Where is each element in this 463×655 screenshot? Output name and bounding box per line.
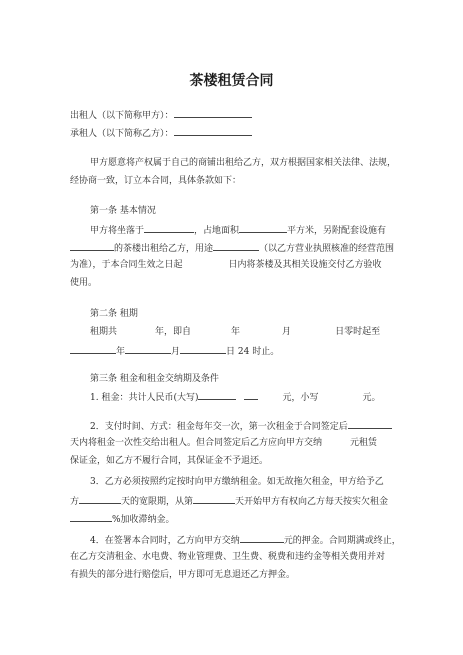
- article-3-heading: 第三条 租金和租金交纳期及条件: [90, 374, 219, 384]
- text: 1. 租金：共计人民币(大写): [90, 393, 199, 403]
- article-3-line: [70, 437, 377, 449]
- text: 天的宽限期，从第: [121, 497, 194, 507]
- article-3-line: [90, 419, 392, 433]
- text: 元租赁: [350, 438, 378, 448]
- text: 租期共: [90, 327, 118, 337]
- article-2-heading: 第二条 租期: [90, 309, 138, 319]
- party-a-label: 出租人（以下简称甲方）：: [70, 111, 174, 121]
- month-blank: [125, 344, 171, 354]
- text: 天内将租金一次性交给出租人。但合同签定后乙方应向甲方交纳: [70, 438, 323, 448]
- article-2-line: [70, 344, 279, 358]
- text: 4．在签署本合同时，乙方向甲方交纳: [90, 536, 240, 546]
- article-3-line: 3．乙方必须按照约定按时向甲方缴纳租金。如无故拖欠租金，甲方给予乙: [90, 477, 384, 487]
- article-3-line: [90, 390, 381, 404]
- day-blank: [180, 344, 226, 354]
- party-a-line: [70, 108, 252, 122]
- text: 元。: [362, 393, 381, 403]
- text: ，占地面积: [194, 226, 240, 236]
- text: 年: [116, 347, 126, 357]
- text: 甲方将坐落于: [90, 226, 145, 236]
- rent-upper-blank: [198, 390, 236, 400]
- article-3-line: 在乙方交清租金、水电费、物业管理费、卫生费、税费和违约金等相关费用并对: [70, 552, 386, 562]
- text: 天开始甲方有权向乙方每天按实欠租金: [235, 497, 389, 507]
- deposit-blank: [240, 533, 284, 543]
- text: 年，即自: [155, 327, 192, 337]
- text: 2．支付时间、方式：租金每年交一次，第一次租金于合同签定后: [90, 422, 348, 432]
- purpose-blank: [213, 241, 259, 251]
- start-day-blank: [193, 494, 235, 504]
- text: 元，小写: [282, 393, 319, 403]
- text: 年: [231, 327, 241, 337]
- text: %加收滞纳金。: [112, 515, 175, 525]
- text: 日 24 时止。: [226, 347, 280, 357]
- article-1-heading: 第一条 基本情况: [90, 206, 156, 216]
- rent-blank: [244, 390, 258, 400]
- document-title: 茶楼租赁合同: [189, 73, 274, 89]
- area-blank: [239, 223, 287, 233]
- penalty-rate-blank: [70, 512, 112, 522]
- year-blank: [70, 344, 116, 354]
- text: 日内将茶楼及其相关设施交付乙方验收: [228, 260, 382, 270]
- text: 月: [171, 347, 181, 357]
- text: 方: [70, 497, 80, 507]
- party-b-blank: [174, 126, 252, 136]
- article-1-line: [70, 241, 394, 255]
- article-1-line: 使用。: [70, 278, 98, 288]
- article-2-line: [90, 326, 380, 338]
- text: 元的押金。合同期满或终止，: [283, 536, 401, 546]
- text: 的茶楼出租给乙方，用途: [114, 244, 214, 254]
- article-3-line: 保证金，如乙方不履行合同，其保证金不予退还。: [70, 456, 269, 466]
- text: 为准），于本合同生效之日起: [70, 260, 183, 270]
- days-blank: [348, 419, 392, 429]
- facilities-blank: [70, 241, 114, 251]
- article-3-line: [70, 494, 388, 508]
- grace-days-blank: [79, 494, 121, 504]
- party-a-blank: [174, 108, 252, 118]
- text: 月: [282, 327, 292, 337]
- intro-line: 经协商一致，订立本合同，具体条款如下：: [70, 176, 242, 186]
- text: 日零时起至: [335, 327, 381, 337]
- text: （以乙方营业执照核准的经营范围: [259, 244, 395, 254]
- party-b-label: 承租人（以下简称乙方）：: [70, 129, 174, 139]
- article-3-line: [90, 533, 401, 547]
- intro-line: 甲方愿意将产权属于自己的商铺出租给乙方，双方根据国家相关法律、法规，: [90, 158, 397, 168]
- text: 平方米，另附配套设施有: [287, 226, 387, 236]
- article-3-line: [70, 512, 175, 526]
- location-blank: [144, 223, 194, 233]
- article-1-line: [70, 259, 382, 271]
- article-1-line: [90, 223, 386, 237]
- party-b-line: [70, 126, 252, 140]
- article-3-line: 有损失的部分进行赔偿后，甲方即可无息退还乙方押金。: [70, 570, 296, 580]
